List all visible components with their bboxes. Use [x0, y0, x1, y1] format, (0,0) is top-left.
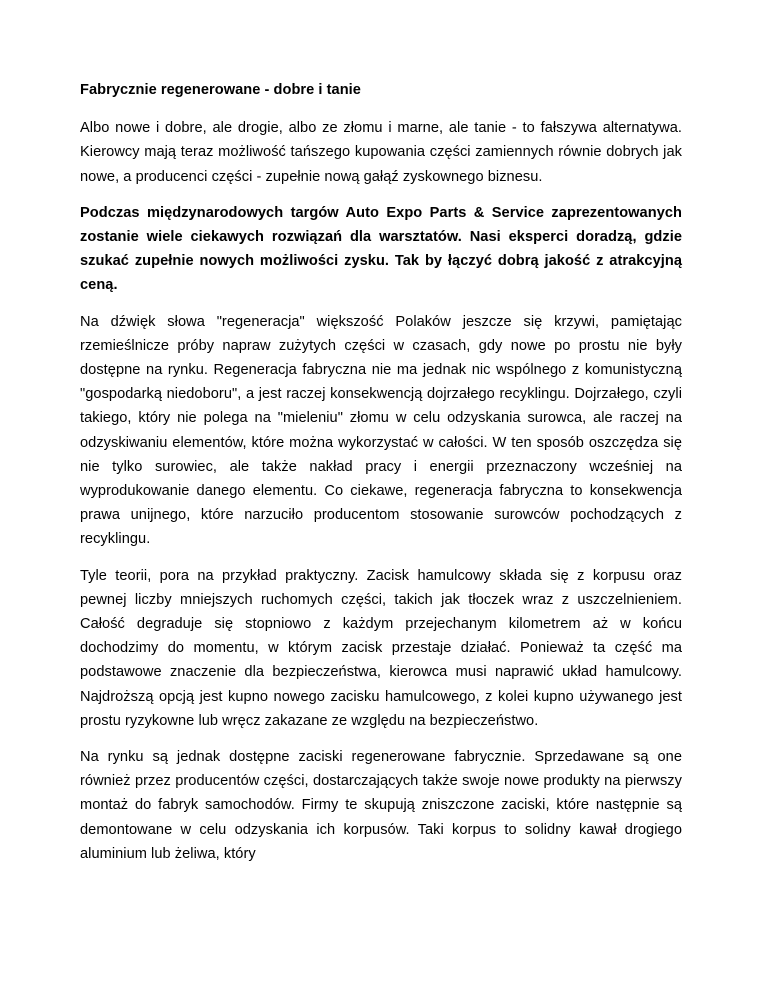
paragraph-lead-bold: Podczas międzynarodowych targów Auto Expo Parts & Service zaprezentowanych zostanie wiele ciekawych rozwiązań dla warsztatów. Nasi eksperci doradzą, gdzie szukać zupełnie nowych możliwości zysku. Tak by łączyć dobrą jakość z atrakcyjną ceną. [80, 204, 682, 294]
paragraph-intro: Albo nowe i dobre, ale drogie, albo ze złomu i marne, ale tanie - to fałszywa alternatywa. Kierowcy mają teraz możliwość tańszego kupowania części zamiennych równie dobrych jak nowe, a producenci części - zupełnie nową gałąź zyskownego biznesu. [80, 120, 682, 185]
document-page [80, 78, 682, 878]
paragraph-market: Na rynku są jednak dostępne zaciski regenerowane fabrycznie. Sprzedawane są one również przez producentów części, dostarczających także swoje nowe produkty na pierwszy montaż do fabryk samochodów. Firmy te skupują zniszczone zaciski, które następnie są demontowane w celu odzyskania ich korpusów. Taki korpus to solidny kawał drogiego aluminium lub żeliwa, który [80, 749, 682, 862]
paragraph-regeneration: Na dźwięk słowa "regeneracja" większość Polaków jeszcze się krzywi, pamiętając rzemieślnicze próby napraw zużytych części w czasach, gdy nowe po prostu nie były dostępne na rynku. Regeneracja fabryczna nie ma jednak nic wspólnego z komunistyczną "gospodarką niedoboru", a jest raczej konsekwencją dojrzałego recyklingu. Dojrzałego, czyli takiego, który nie polega na "mieleniu" złomu w celu odzyskania surowca, ale raczej na odzyskiwaniu elementów, które można wykorzystać w całości. W ten sposób oszczędza się nie tylko surowiec, ale także nakład pracy i energii przeznaczony wcześniej na wyprodukowanie danego elementu. Co ciekawe, regeneracja fabryczna to konsekwencja prawa unijnego, które narzuciło producentom stosowanie surowców pochodzących z recyklingu. [80, 313, 682, 548]
paragraph-practical-example: Tyle teorii, pora na przykład praktyczny. Zacisk hamulcowy składa się z korpusu oraz pewnej liczby mniejszych ruchomych części, takich jak tłoczek wraz z uszczelnieniem. Całość degraduje się stopniowo z każdym przejechanym kilometrem aż w końcu dochodzimy do momentu, w którym zacisk przestaje działać. Ponieważ ta część ma podstawowe znaczenie dla bezpieczeństwa, kierowca musi naprawić układ hamulcowy. Najdroższą opcją jest kupno nowego zacisku hamulcowego, z kolei kupno używanego jest prostu ryzykowne lub wręcz zakazane ze względu na bezpieczeństwo. [80, 567, 682, 729]
document-title: Fabrycznie regenerowane - dobre i tanie [80, 82, 361, 98]
